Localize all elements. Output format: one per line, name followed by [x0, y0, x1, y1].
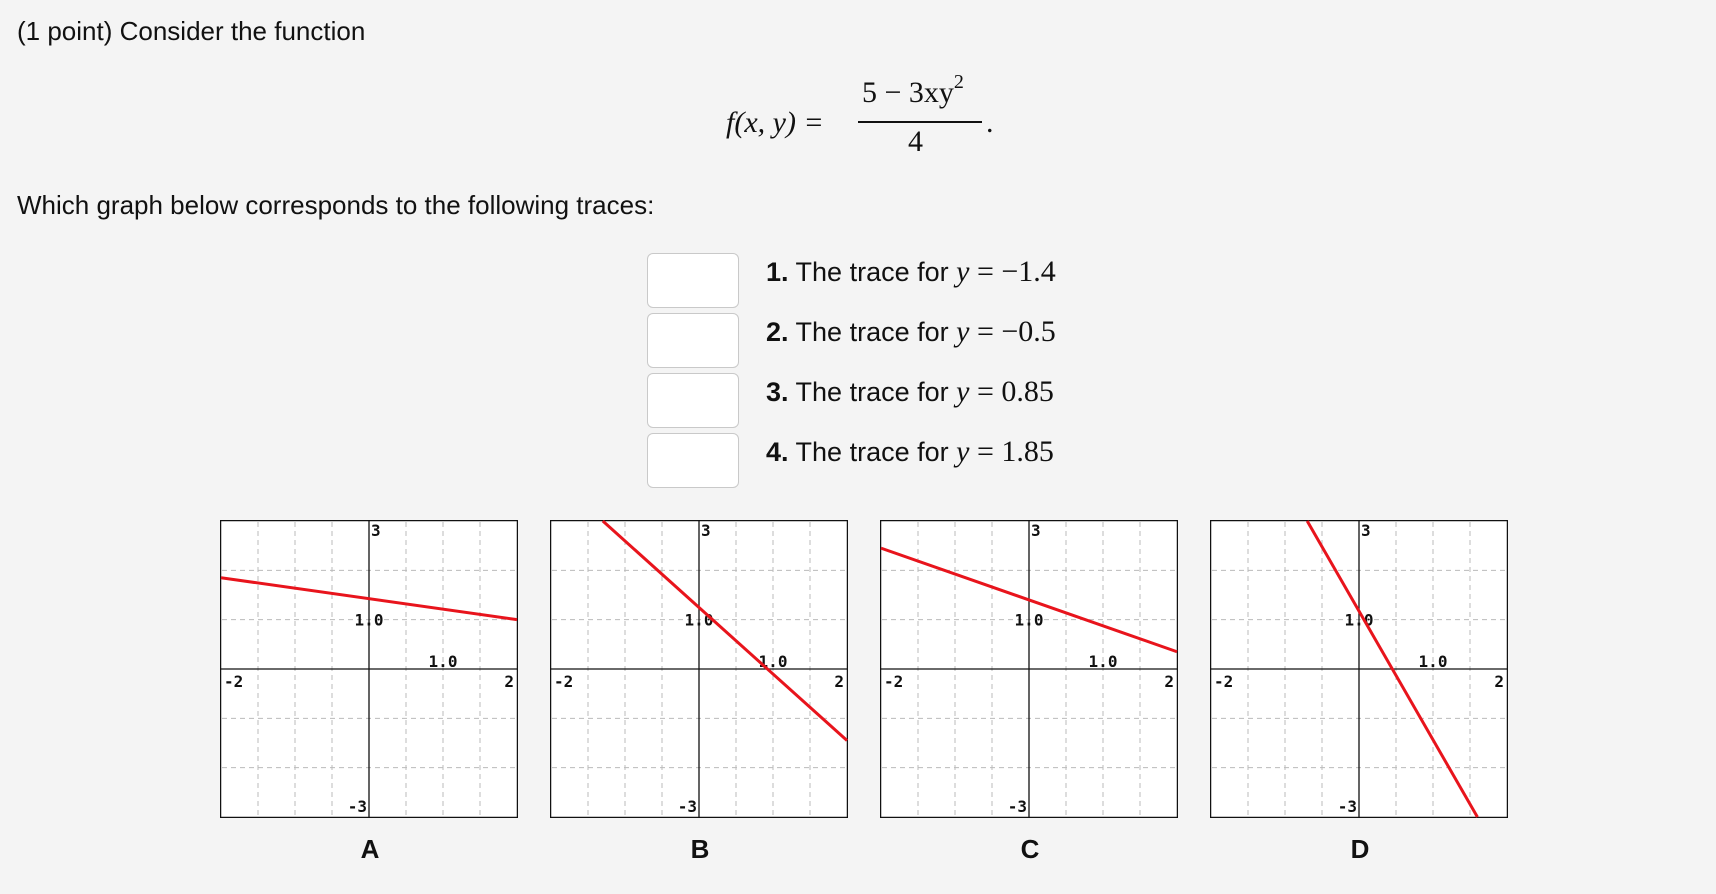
trace-number: 4.: [766, 437, 789, 467]
graph-c: [880, 520, 1178, 818]
y-tick-label: 1.0: [1014, 610, 1044, 630]
trace-number: 3.: [766, 377, 789, 407]
trace-value: = 1.85: [969, 435, 1054, 468]
trace-var: y: [956, 375, 970, 408]
x-tick-label: 1.0: [428, 652, 458, 671]
fraction-bar: [858, 121, 982, 123]
question-text: Which graph below corresponds to the following traces:: [17, 190, 655, 220]
answer-input-4[interactable]: [647, 433, 739, 488]
trace-text: The trace for: [795, 257, 957, 287]
trace-value: = −1.4: [969, 255, 1056, 288]
trace-value: = −0.5: [969, 315, 1056, 348]
x-tick-label: 1.0: [758, 652, 788, 671]
y-min-label: -3: [1337, 797, 1357, 816]
trace-number: 1.: [766, 257, 789, 287]
answer-input-2[interactable]: [647, 313, 739, 368]
y-max-label: 3: [371, 521, 381, 540]
graph-svg: [1210, 520, 1508, 818]
y-max-label: 3: [1361, 521, 1371, 540]
trace-item-2: [766, 315, 1056, 349]
y-min-label: -3: [347, 797, 367, 816]
graph-svg: [220, 520, 518, 818]
x-min-label: -2: [884, 672, 904, 691]
answer-input-1[interactable]: [647, 253, 739, 308]
function-lhs: f(x, y) =: [726, 106, 824, 139]
problem-intro: (1 point) Consider the function: [17, 16, 366, 46]
graph-a: [220, 520, 518, 818]
numerator-exponent: 2: [953, 71, 964, 93]
x-max-label: 2: [504, 672, 514, 691]
x-tick-label: 1.0: [1088, 652, 1118, 671]
function-denominator: 4: [908, 125, 923, 158]
trace-var: y: [956, 255, 970, 288]
y-min-label: -3: [1007, 797, 1027, 816]
y-max-label: 3: [1031, 521, 1041, 540]
trace-text: The trace for: [795, 437, 957, 467]
period: .: [986, 106, 994, 139]
x-min-label: -2: [554, 672, 574, 691]
answer-input-3[interactable]: [647, 373, 739, 428]
x-tick-label: 1.0: [1418, 652, 1448, 671]
trace-text: The trace for: [795, 377, 957, 407]
graph-label-a: A: [360, 834, 380, 864]
trace-var: y: [956, 315, 970, 348]
graph-label-d: D: [1350, 834, 1370, 864]
trace-value: = 0.85: [969, 375, 1054, 408]
trace-var: y: [956, 435, 970, 468]
graph-label-b: B: [690, 834, 710, 864]
function-numerator: [862, 71, 964, 110]
y-tick-label: 1.0: [354, 610, 384, 630]
trace-item-1: [766, 255, 1056, 289]
trace-text: The trace for: [795, 317, 957, 347]
trace-item-4: [766, 435, 1054, 469]
trace-number: 2.: [766, 317, 789, 347]
y-tick-label: 1.0: [1344, 610, 1374, 630]
graph-svg: [880, 520, 1178, 818]
x-min-label: -2: [224, 672, 244, 691]
x-max-label: 2: [1164, 672, 1174, 691]
graph-d: [1210, 520, 1508, 818]
y-max-label: 3: [701, 521, 711, 540]
y-min-label: -3: [677, 797, 697, 816]
trace-item-3: [766, 375, 1054, 409]
x-max-label: 2: [834, 672, 844, 691]
y-tick-label: 1.0: [684, 610, 714, 630]
numerator-text: 5 − 3xy: [862, 76, 954, 109]
x-max-label: 2: [1494, 672, 1504, 691]
graph-b: [550, 520, 848, 818]
graph-label-c: C: [1020, 834, 1040, 864]
graph-svg: [550, 520, 848, 818]
x-min-label: -2: [1214, 672, 1234, 691]
